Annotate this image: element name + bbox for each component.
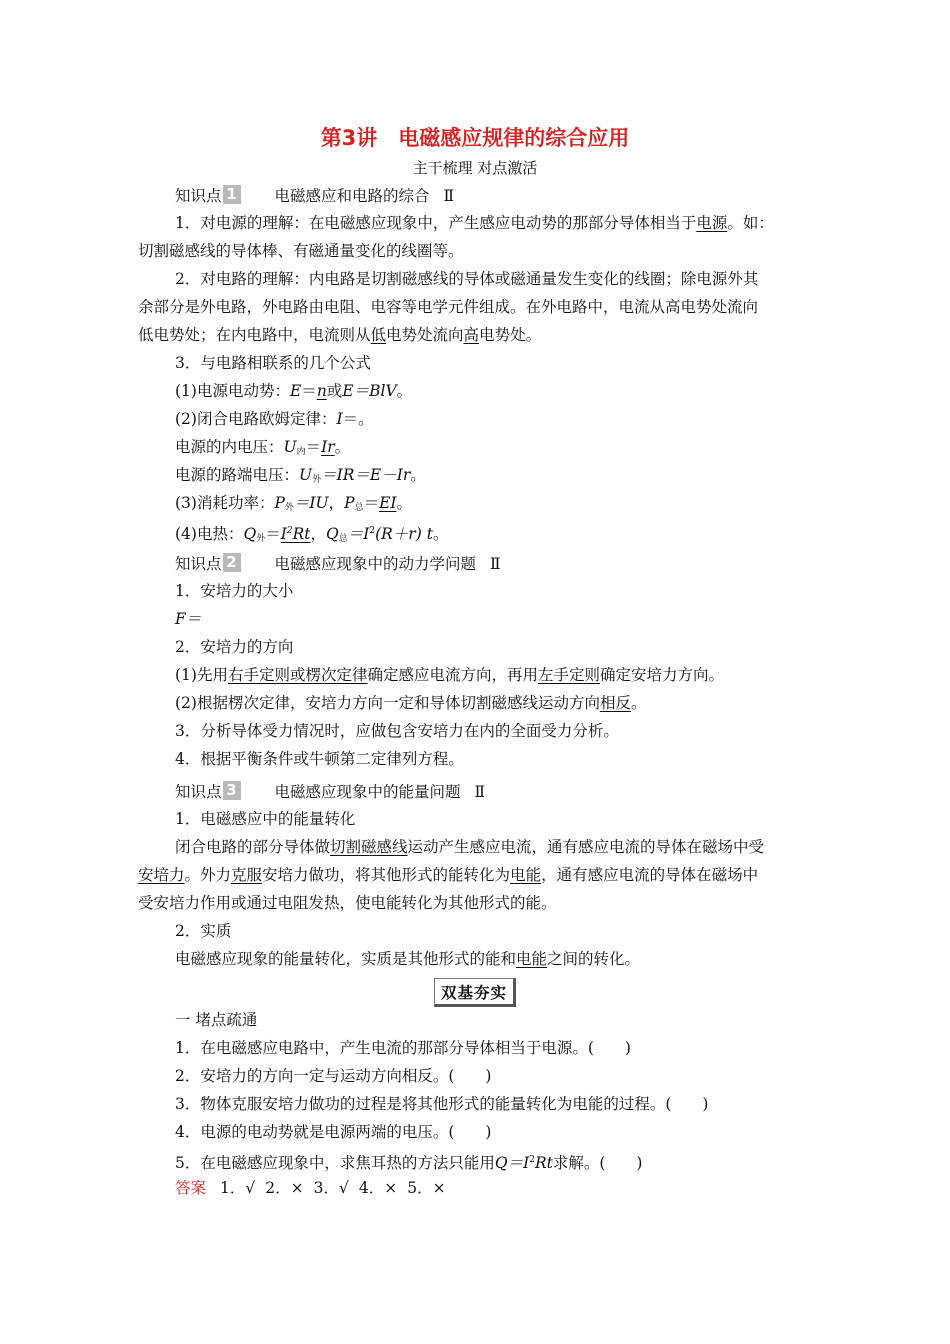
- blank-answer: 相反: [599, 694, 631, 712]
- answer-item: 5．×: [407, 1179, 446, 1197]
- kp-label: 知识点: [175, 555, 222, 573]
- paragraph-line: (2)根据楞次定律，安培力方向一定和导体切割磁感线运动方向相反。: [175, 694, 647, 712]
- kp-number-badge: 1: [223, 185, 241, 204]
- knowledge-point-2-heading: [175, 553, 830, 574]
- drill-item: 4．电源的电动势就是电源两端的电压。( ): [175, 1123, 492, 1141]
- kp-title: 电磁感应和电路的综合: [274, 187, 430, 205]
- drill-item: 2．安培力的方向一定与运动方向相反。( ): [175, 1067, 492, 1085]
- formula-line: F＝: [175, 610, 202, 628]
- paragraph-line: 3．分析导体受力情况时，应做包含安培力在内的全面受力分析。: [175, 722, 619, 740]
- kp-level: Ⅱ: [490, 555, 501, 573]
- paragraph-line: 4．根据平衡条件或牛顿第二定律列方程。: [175, 750, 464, 768]
- blank-answer: 电能: [510, 866, 542, 884]
- blank-answer: EI: [379, 494, 397, 512]
- kp-level: Ⅱ: [443, 187, 455, 205]
- paragraph-line: 1．对电源的理解：在电磁感应现象中，产生感应电动势的那部分导体相当于电源。如：: [175, 214, 774, 232]
- paragraph-line: 2．对电路的理解：内电路是切割磁感线的导体或磁通量发生变化的线圈；除电源外其: [175, 270, 759, 288]
- paragraph-line: (1)先用右手定则或楞次定律确定感应电流方向，再用左手定则确定安培力方向。: [175, 666, 725, 684]
- drill-item: 3．物体克服安培力做功的过程是将其他形式的能量转化为电能的过程。( ): [175, 1095, 709, 1113]
- blank-answer: 高: [463, 326, 480, 344]
- kp-title: 电磁感应现象中的动力学问题: [274, 555, 477, 573]
- answer-line: [175, 1178, 830, 1198]
- page-title: 第3讲 电磁感应规律的综合应用: [320, 126, 630, 150]
- blank-answer: $I^2Rt$: [280, 525, 311, 543]
- answer-label: 答案: [175, 1179, 207, 1197]
- paragraph-line: 低电势处；在内电路中，电流则从低电势处流向高电势处。: [138, 326, 542, 344]
- drill-heading: 一 堵点疏通: [175, 1011, 258, 1029]
- paragraph-line: 电磁感应现象的能量转化，实质是其他形式的能和电能之间的转化。: [175, 950, 641, 968]
- blank-answer: 安培力: [138, 866, 185, 884]
- formula-line: 电源的路端电压：$U_外=IR=E-Ir$。: [175, 466, 426, 485]
- paragraph-line: 闭合电路的部分导体做切割磁感线运动产生感应电流，通有感应电流的导体在磁场中受: [175, 838, 765, 856]
- blank-answer: 右手定则或楞次定律: [227, 666, 368, 684]
- blank-answer: 电源: [696, 214, 728, 232]
- section-banner-title: 双基夯实: [434, 978, 516, 1007]
- kp-label: 知识点: [175, 783, 222, 801]
- blank-answer: n: [316, 382, 327, 400]
- blank-answer: Ir: [321, 438, 335, 456]
- kp-label: 知识点: [175, 187, 222, 205]
- blank-answer: 左手定则: [538, 666, 601, 684]
- paragraph-line: 1．安培力的大小: [175, 582, 294, 600]
- blank-answer: 切割磁感线: [330, 838, 408, 856]
- kp-level: Ⅱ: [474, 783, 486, 801]
- paragraph-line: 1．电磁感应中的能量转化: [175, 810, 356, 828]
- blank-answer: 低: [370, 326, 387, 344]
- paragraph-line: 切割磁感线的导体棒、有磁通量变化的线圈等。: [138, 242, 464, 260]
- answer-item: 2．×: [265, 1179, 304, 1197]
- paragraph-line: 2．安培力的方向: [175, 638, 294, 656]
- section-banner: [0, 978, 950, 1007]
- paragraph-line: 受安培力作用或通过电阻发热，使电能转化为其他形式的能。: [138, 894, 557, 912]
- paragraph-line: 3．与电路相联系的几个公式: [175, 354, 371, 372]
- formula-line: (1)电源电动势：E＝n或E＝BlV。: [175, 382, 413, 400]
- kp-number-badge: 3: [223, 781, 241, 800]
- drill-item: 5．在电磁感应现象中，求焦耳热的方法只能用$Q=I^2Rt$求解。( ): [175, 1154, 643, 1172]
- answer-item: 3．√: [313, 1179, 349, 1197]
- section-subtitle: 主干梳理 对点激活: [412, 159, 538, 177]
- paragraph-line: 安培力。外力克服安培力做功，将其他形式的能转化为电能，通有感应电流的导体在磁场中: [138, 866, 759, 884]
- paragraph-line: 余部分是外电路，外电路由电阻、电容等电学元件组成。在外电路中，电流从高电势处流向: [138, 298, 759, 316]
- kp-number-badge: 2: [223, 553, 241, 572]
- paragraph-line: 2．实质: [175, 922, 232, 940]
- drill-item: 1．在电磁感应电路中，产生电流的那部分导体相当于电源。( ): [175, 1039, 631, 1057]
- blank-answer: 电能: [516, 950, 548, 968]
- formula-line: (4)电热：$Q_外=I^2Rt$，$Q_总=I^2(R+r)$ t。: [175, 525, 449, 544]
- formula-line: 电源的内电压：$U_内=Ir$。: [175, 438, 351, 457]
- knowledge-point-1-heading: [175, 185, 830, 206]
- kp-title: 电磁感应现象中的能量问题: [274, 783, 461, 801]
- knowledge-point-3-heading: [175, 781, 830, 802]
- answer-item: 4．×: [358, 1179, 398, 1197]
- formula-line: (2)闭合电路欧姆定律：I＝。: [175, 410, 374, 428]
- blank-answer: 克服: [231, 866, 263, 884]
- answer-item: 1．√: [220, 1179, 256, 1197]
- formula-line: (3)消耗功率：$P_外=IU$，$P_总=EI$。: [175, 494, 413, 513]
